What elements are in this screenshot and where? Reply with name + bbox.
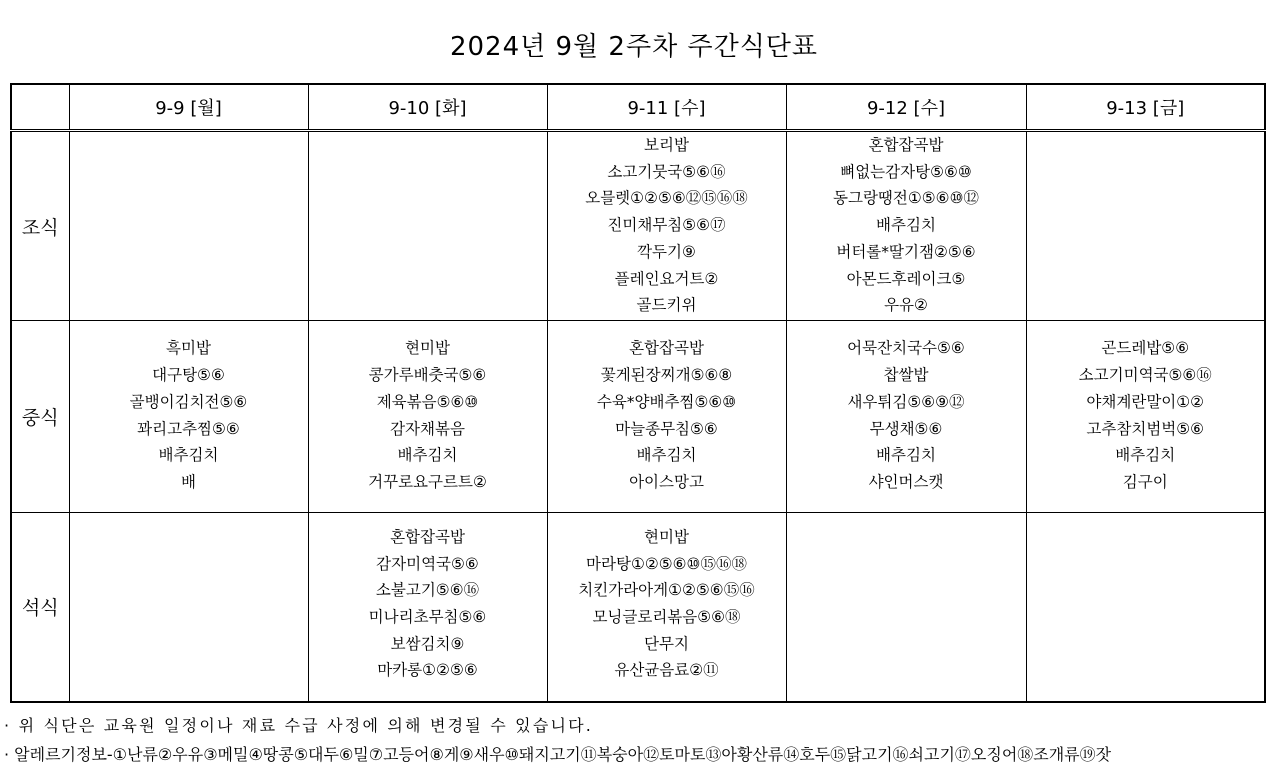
menu-cell [547,512,786,702]
dish-list [1027,321,1265,495]
dish-list [787,321,1026,495]
dish-item: 오믈렛①②⑤⑥⑫⑮⑯⑱ [585,189,748,208]
dish-item: 콩가루배춧국⑤⑥ [368,366,487,385]
dish-item: 야채계란말이①② [1086,392,1205,411]
dish-item: 보쌈김치⑨ [390,634,465,653]
dish-item: 소고기미역국⑤⑥⑯ [1078,366,1212,385]
page-title: 2024년 9월 2주차 주간식단표 [449,32,819,62]
menu-cell [547,321,786,513]
dish-item: 김구이 [1122,472,1168,491]
dish-item: 거꾸로요구르트② [368,472,487,491]
menu-cell [786,512,1026,702]
dish-item: 혼합잡곡밥 [390,527,465,546]
menu-cell [308,512,547,702]
dish-item: 버터롤*딸기잼②⑤⑥ [836,242,976,261]
dish-item: 꽃게된장찌개⑤⑥⑧ [600,366,733,385]
header-row [11,84,1265,131]
dish-item: 찹쌀밥 [883,366,929,385]
menu-cell [308,321,547,513]
dish-item: 혼합잡곡밥 [629,339,704,358]
breakfast-row [11,131,1265,321]
dish-item: 배추김치 [636,446,697,465]
dish-item: 아이스망고 [629,472,704,491]
dish-item: 골드키위 [636,296,697,315]
dish-list [548,321,786,495]
dish-item: 제육볶음⑤⑥⑩ [376,392,479,411]
dish-item: 무생채⑤⑥ [869,419,943,438]
menu-cell [308,131,547,321]
day-header: 9-11 [수] [547,84,786,131]
dish-list [787,132,1026,319]
dish-list [70,321,308,495]
dish-item: 흑미밥 [166,339,211,358]
day-header: 9-10 [화] [308,84,547,131]
dish-item: 마카롱①②⑤⑥ [377,661,478,680]
meal-label: 중식 [11,321,69,513]
dinner-row [11,512,1265,702]
dish-item: 마라탕①②⑤⑥⑩⑮⑯⑱ [586,554,747,573]
menu-cell [69,321,308,513]
dish-item: 감자미역국⑤⑥ [376,554,479,573]
corner-cell [11,84,69,131]
menu-cell [786,321,1026,513]
dish-item: 대구탕⑤⑥ [152,366,225,385]
dish-item: 어묵잔치국수⑤⑥ [847,339,965,358]
dish-item: 감자채볶음 [390,419,465,438]
allergy-info: · 알레르기정보-①난류②우유③메밀④땅콩⑤대두⑥밀⑦고등어⑧게⑨새우⑩돼지고기⑪복숭아⑫토마토⑬아황산류⑭호두⑮닭고기⑯쇠고기⑰오징어⑱조개류⑲잣 [4,745,1112,764]
dish-item: 유산균음료②⑪ [614,661,719,680]
menu-cell [69,512,308,702]
menu-cell [69,131,308,321]
dish-item: 소불고기⑤⑥⑯ [375,581,480,600]
dish-item: 마늘종무침⑤⑥ [615,419,718,438]
dish-list [787,513,1026,524]
menu-cell [786,131,1026,321]
dish-list [309,321,547,495]
dish-item: 배추김치 [876,216,936,235]
dish-item: 곤드레밥⑤⑥ [1101,339,1190,358]
dish-item: 현미밥 [405,339,450,358]
dish-item: 진미채무침⑤⑥⑰ [607,216,726,235]
meal-label: 조식 [11,131,69,321]
dish-item: 치킨가라아게①②⑤⑥⑮⑯ [578,581,755,600]
dish-item: 고추참치범벅⑤⑥ [1086,419,1205,438]
dish-item: 단무지 [644,634,689,653]
dish-list [1027,513,1265,524]
dish-item: 깍두기⑨ [637,242,696,261]
dish-item: 새우튀김⑤⑥⑨⑫ [847,392,965,411]
dish-list [548,132,786,319]
dish-item: 혼합잡곡밥 [868,136,944,154]
dish-item: 꽈리고추찜⑤⑥ [137,419,240,438]
dish-item: 우유② [884,296,928,315]
menu-cell [1026,512,1265,702]
day-header: 9-9 [월] [69,84,308,131]
dish-item: 소고기뭇국⑤⑥⑯ [607,162,726,181]
dish-list [309,513,547,684]
lunch-row [11,321,1265,513]
dish-list [70,513,308,524]
weekly-menu-table [10,83,1266,703]
menu-cell [1026,321,1265,513]
dish-item: 샤인머스캣 [868,472,944,491]
dish-item: 배추김치 [876,446,936,465]
dish-item: 모닝글로리볶음⑤⑥⑱ [592,608,741,627]
menu-cell [1026,131,1265,321]
menu-cell [547,131,786,321]
dish-item: 골뱅이김치전⑤⑥ [129,392,248,411]
dish-item: 배 [181,472,196,491]
dish-item: 아몬드후레이크⑤ [846,269,966,288]
dish-item: 미나리초무침⑤⑥ [368,608,487,627]
dish-item: 보리밥 [644,136,689,154]
dish-item: 배추김치 [397,446,458,465]
dish-item: 배추김치 [158,446,219,465]
change-notice: · 위 식단은 교육원 일정이나 재료 수급 사정에 의해 변경될 수 있습니다. [4,716,594,735]
dish-item: 배추김치 [1115,446,1176,465]
meal-label: 석식 [11,512,69,702]
dish-item: 플레인요거트② [614,269,719,288]
dish-item: 동그랑땡전①⑤⑥⑩⑫ [833,189,979,208]
dish-item: 현미밥 [644,527,689,546]
dish-list [548,513,786,684]
day-header: 9-13 [금] [1026,84,1265,131]
dish-item: 수육*양배추찜⑤⑥⑩ [596,392,737,411]
day-header: 9-12 [수] [786,84,1026,131]
dish-item: 뼈없는감자탕⑤⑥⑩ [840,162,972,181]
